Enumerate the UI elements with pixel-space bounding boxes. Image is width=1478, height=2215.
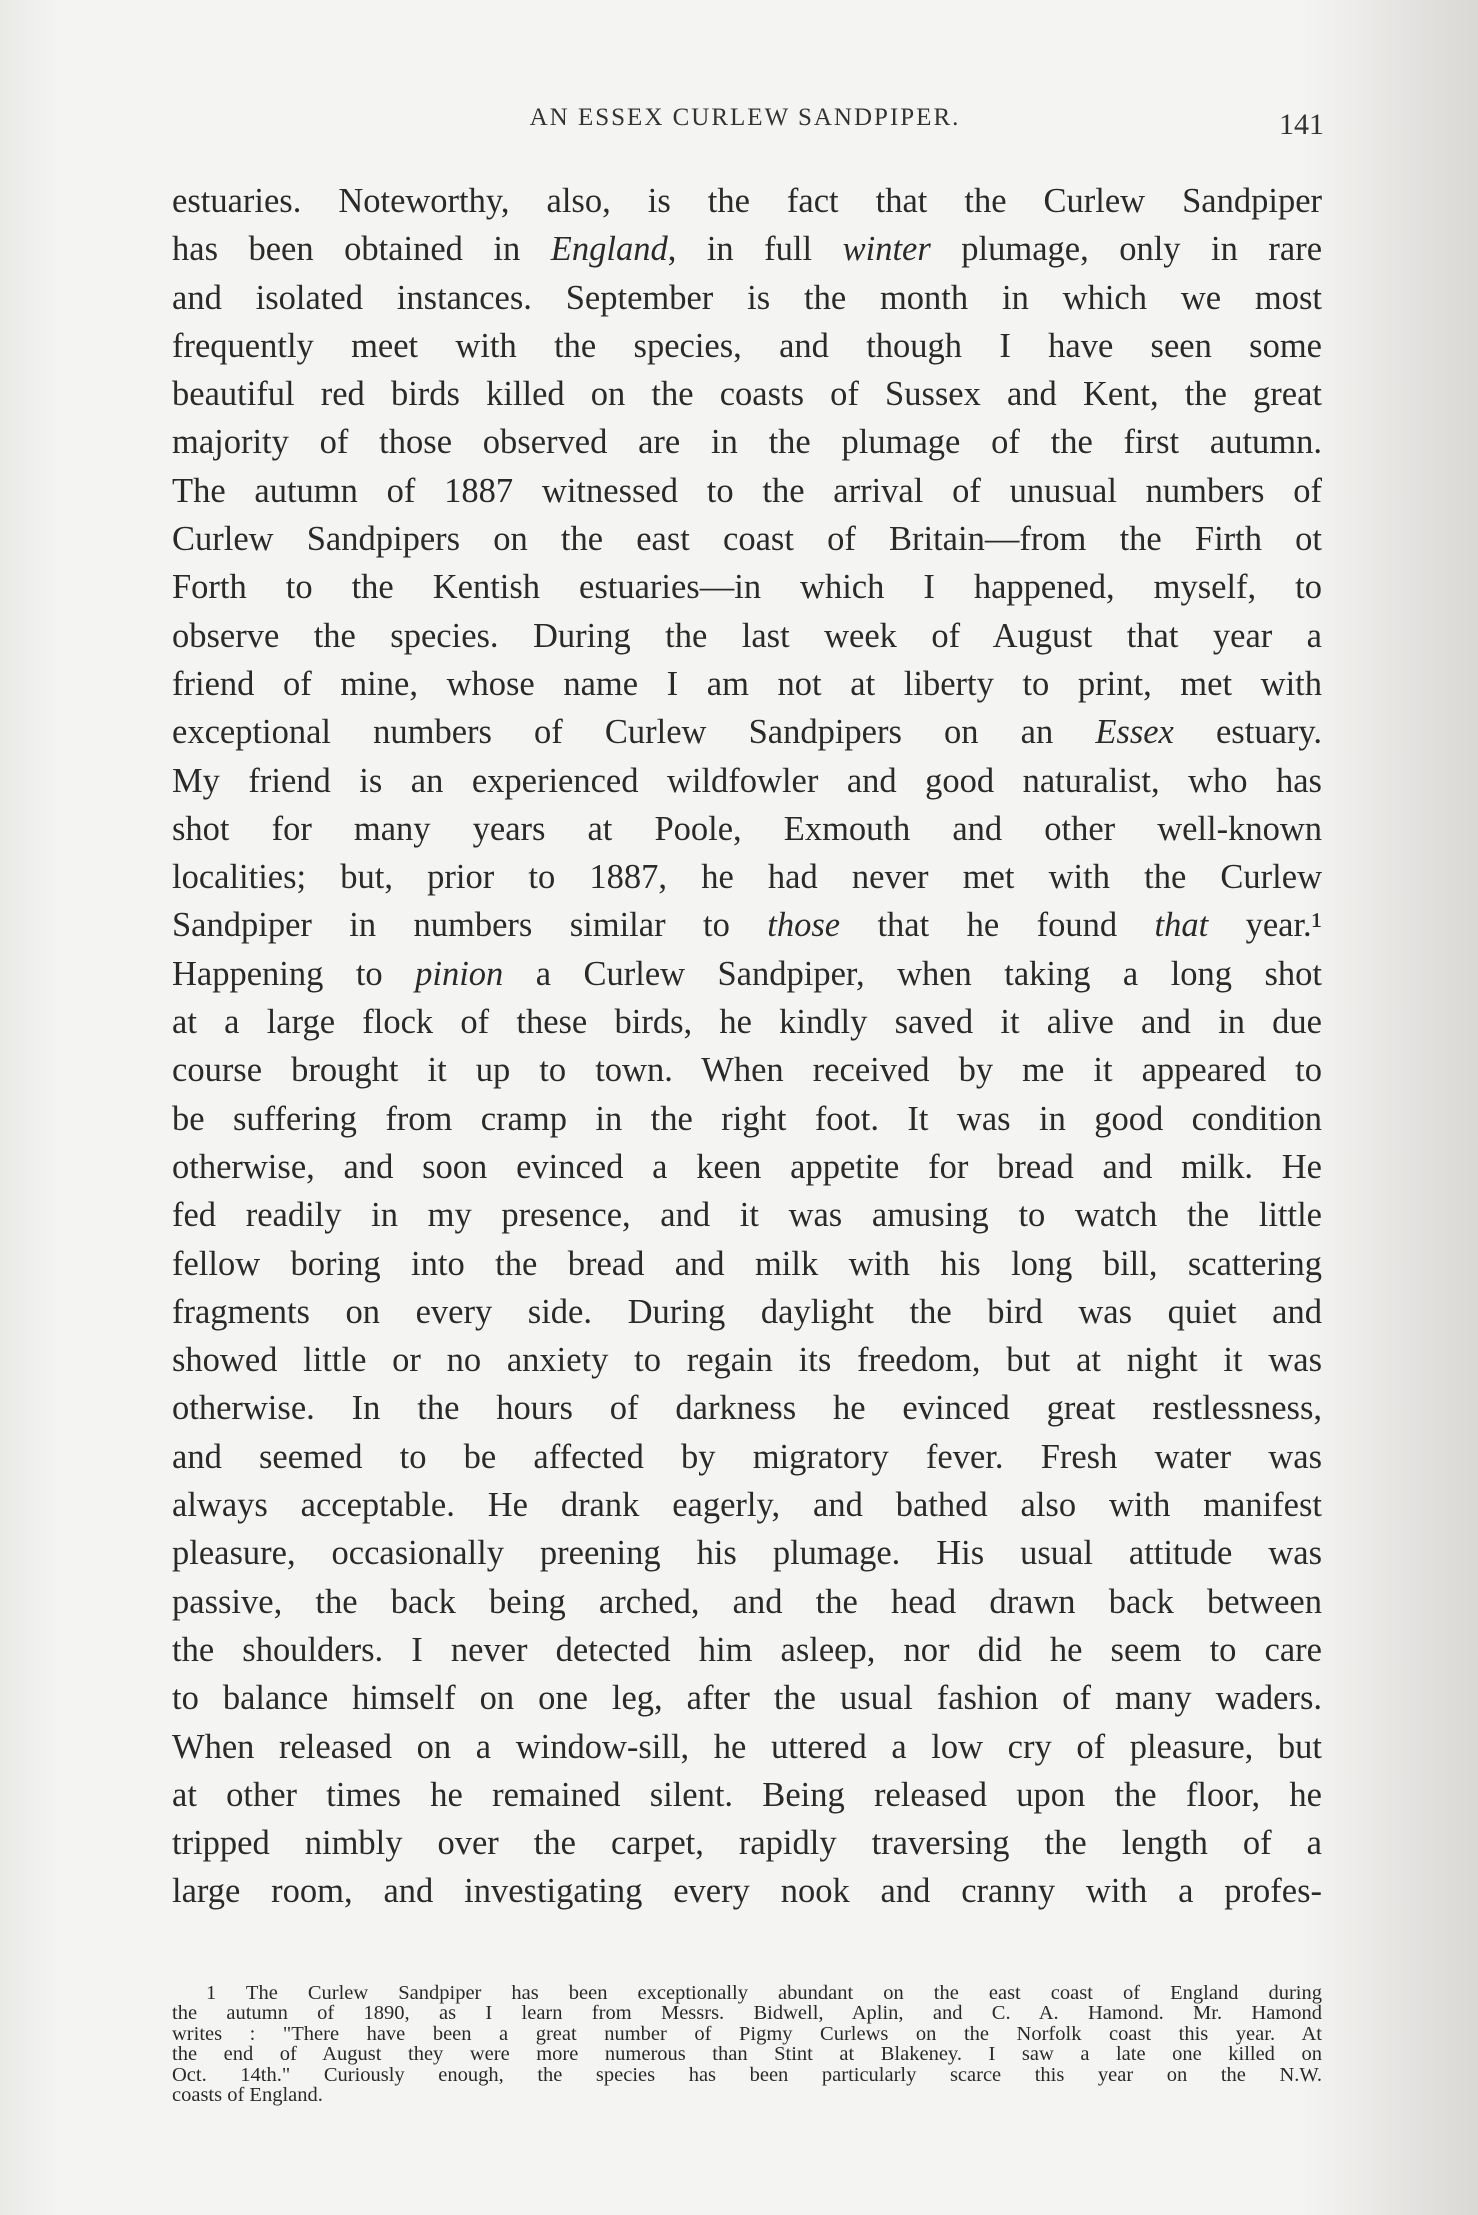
text-line: at other times he remained silent. Being released upon the floor, he — [172, 1775, 1322, 1814]
text-line: always acceptable. He drank eagerly, and bathed also with manifest — [172, 1486, 1322, 1525]
text-line: tripped nimbly over the carpet, rapidly traversing the length of a — [172, 1824, 1322, 1863]
text-line: Sandpiper in numbers similar to those that he found that year.¹ — [172, 906, 1322, 945]
text-line: My friend is an experienced wildfowler and good naturalist, who has — [172, 761, 1322, 800]
text-line: beautiful red birds killed on the coasts of Sussex and Kent, the great — [172, 375, 1322, 414]
text-line: exceptional numbers of Curlew Sandpipers on an Essex estuary. — [172, 713, 1323, 752]
footnote-line: writes : "There have been a great number of Pigmy Curlews on the Norfolk coast this year. At — [172, 2022, 1322, 2045]
text-line: otherwise, and soon evinced a keen appetite for bread and milk. He — [172, 1147, 1322, 1186]
page-number: 141 — [1279, 108, 1324, 141]
text-line: at a large flock of these birds, he kindly saved it alive and in due — [172, 1003, 1322, 1042]
running-head: AN ESSEX CURLEW SANDPIPER. — [529, 104, 961, 131]
text-line: showed little or no anxiety to regain its freedom, but at night it was — [172, 1341, 1322, 1380]
text-line: majority of those observed are in the plumage of the first autumn. — [172, 423, 1322, 462]
text-line: estuaries. Noteworthy, also, is the fact that the Curlew Sandpiper — [172, 182, 1322, 220]
footnote-line: Oct. 14th." Curiously enough, the species has been particularly scarce this year on the N.W. — [172, 2063, 1322, 2086]
text-line: localities; but, prior to 1887, he had never met with the Curlew — [172, 858, 1322, 897]
text-line: and isolated instances. September is the month in which we most — [172, 278, 1322, 317]
footnote — [172, 1983, 1322, 2105]
text-line: passive, the back being arched, and the head drawn back between — [172, 1582, 1322, 1621]
page-header — [170, 104, 1324, 154]
text-line: Curlew Sandpipers on the east coast of Britain—from the Firth ot — [172, 520, 1322, 559]
text-line: be suffering from cramp in the right foot. It was in good condition — [172, 1099, 1322, 1138]
text-line: frequently meet with the species, and though I have seen some — [172, 326, 1322, 365]
text-line: The autumn of 1887 witnessed to the arrival of unusual numbers of — [172, 471, 1322, 510]
text-line: otherwise. In the hours of darkness he evinced great restlessness, — [172, 1389, 1322, 1428]
footnote-line: the end of August they were more numerous than Stint at Blakeney. I saw a late one killed on — [172, 2043, 1322, 2066]
text-line: observe the species. During the last week of August that year a — [172, 616, 1322, 655]
text-line: course brought it up to town. When received by me it appeared to — [172, 1051, 1322, 1090]
text-line: fellow boring into the bread and milk with his long bill, scattering — [172, 1244, 1322, 1283]
text-line: has been obtained in England, in full winter plumage, only in rare — [172, 230, 1323, 269]
text-line: large room, and investigating every nook and cranny with a profes- — [172, 1872, 1322, 1911]
text-line: Forth to the Kentish estuaries—in which I happened, myself, to — [172, 568, 1322, 607]
footnote-line: the autumn of 1890, as I learn from Messrs. Bidwell, Aplin, and C. A. Hamond. Mr. Hamond — [172, 2002, 1322, 2025]
text-line: to balance himself on one leg, after the usual fashion of many waders. — [172, 1679, 1322, 1718]
text-line: the shoulders. I never detected him asleep, nor did he seem to care — [172, 1630, 1322, 1669]
text-line: When released on a window-sill, he uttered a low cry of pleasure, but — [172, 1727, 1322, 1766]
text-line: and seemed to be affected by migratory fever. Fresh water was — [172, 1437, 1322, 1476]
body-text — [172, 177, 1322, 1916]
text-line: friend of mine, whose name I am not at liberty to print, met with — [172, 664, 1322, 703]
text-line: fragments on every side. During daylight the bird was quiet and — [172, 1292, 1322, 1331]
text-line: pleasure, occasionally preening his plumage. His usual attitude was — [172, 1534, 1322, 1573]
text-line: fed readily in my presence, and it was amusing to watch the little — [172, 1196, 1322, 1235]
footnote-line: coasts of England. — [172, 2083, 323, 2106]
text-line: shot for many years at Poole, Exmouth and other well-known — [172, 809, 1322, 848]
footnote-line: 1 The Curlew Sandpiper has been exceptionally abundant on the east coast of England during — [206, 1982, 1322, 2004]
text-line: Happening to pinion a Curlew Sandpiper, when taking a long shot — [172, 954, 1322, 993]
